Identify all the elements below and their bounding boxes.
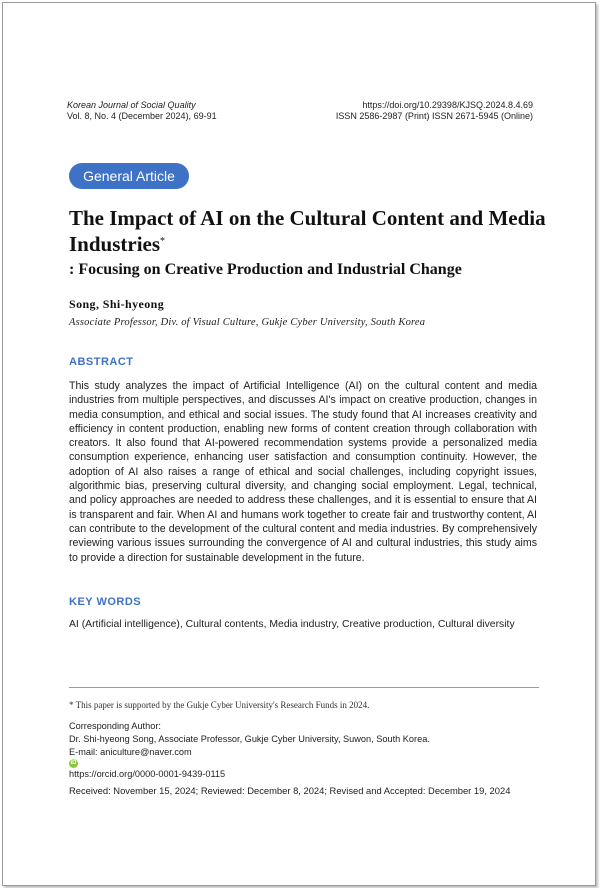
keywords-heading: KEY WORDS [69,596,142,608]
issn-info: ISSN 2586-2987 (Print) ISSN 2671-5945 (Online) [335,111,533,121]
title-line-2: Industries [69,232,161,256]
author-name: Song, Shi-hyeong [69,297,165,311]
corresponding-detail: Dr. Shi-hyeong Song, Associate Professor, Gukje Cyber University, Suwon, South Korea. [69,734,430,744]
journal-name: Korean Journal of Social Quality [67,100,196,110]
paper-subtitle: : Focusing on Creative Production and Industrial Change [69,261,462,278]
footnote-marker: * [160,236,166,247]
funding-footnote: * This paper is supported by the Gukje Cyber University's Research Funds in 2024. [69,700,370,710]
keywords-body: AI (Artificial intelligence), Cultural contents, Media industry, Creative production, Cultural diversity [69,619,515,630]
orcid-icon: iD [70,760,77,766]
paper-title [69,205,549,257]
doi-issn-header [336,100,533,122]
paper-page [2,2,596,886]
abstract-heading: ABSTRACT [69,356,134,368]
corresponding-label: Corresponding Author: [69,721,161,731]
corresponding-email[interactable]: E-mail: aniculture@naver.com [69,747,192,757]
footnote-divider [69,687,539,688]
orcid-row [69,759,430,781]
title-line-1: The Impact of AI on the Cultural Content and Media [69,206,546,230]
corresponding-author-block [69,720,430,781]
doi-link[interactable]: https://doi.org/10.29398/KJSQ.2024.8.4.69 [362,100,533,110]
author-affiliation: Associate Professor, Div. of Visual Culture, Gukje Cyber University, South Korea [69,317,426,328]
article-type-badge: General Article [69,163,189,189]
submission-dates: Received: November 15, 2024; Reviewed: December 8, 2024; Revised and Accepted: December 19, 2024 [69,785,511,796]
volume-info: Vol. 8, No. 4 (December 2024), 69-91 [67,111,217,121]
journal-header [67,100,217,122]
orcid-link[interactable]: https://orcid.org/0000-0001-9439-0115 [69,769,226,779]
abstract-body: This study analyzes the impact of Artificial Intelligence (AI) on the cultural content and media industries from multiple perspectives, and discusses AI's impact on creative production, changes in media consumption, and ethical and social issues. The study found that AI increases creativity and efficiency in content production, enabling new forms of content creation through collaboration with creators. It also found that AI-powered recommendation systems provide a personalized media consumption experience, enhancing user satisfaction and consumption continuity. However, the adoption of AI also raises a range of ethical and social challenges, including copyright issues, algorithmic bias, preserving cultural diversity, and changing social employment. Legal, technical, and policy approaches are needed to address these challenges, and it is essential to ensure that AI is transparent and fair. When AI and humans work together to create fair and trustworthy content, AI can contribute to the development of the cultural content and media industries. By comprehensively reviewing various issues surrounding the convergence of AI and cultural industries, this study aims to provide a direction for sustainable development in the future. [69,380,537,564]
